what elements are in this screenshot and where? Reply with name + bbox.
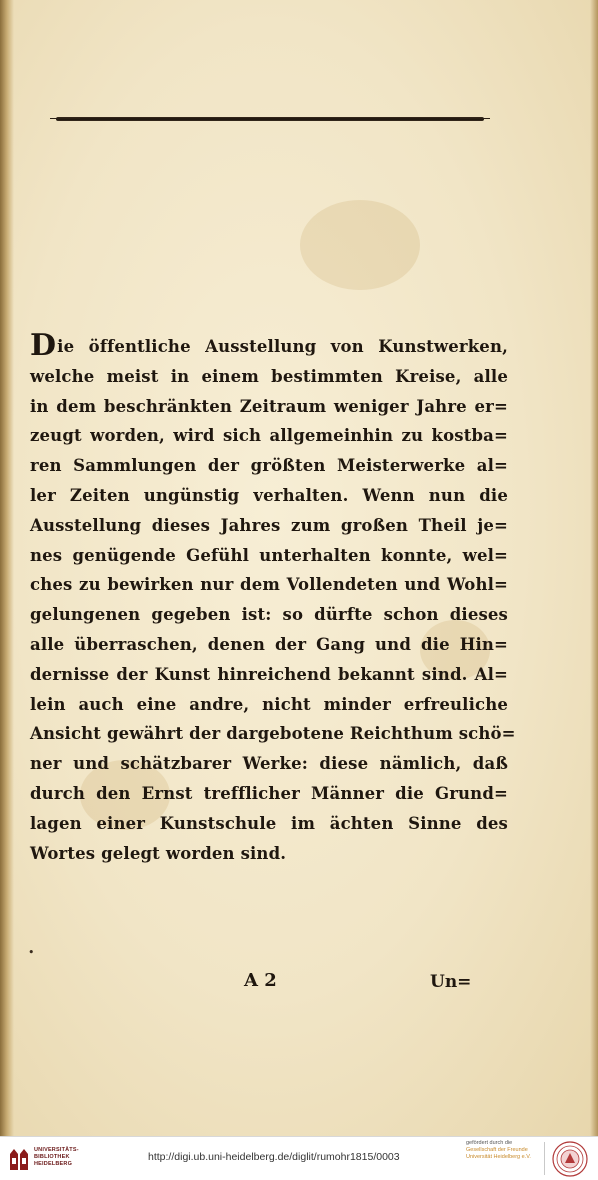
text-line (30, 600, 508, 630)
library-name-line: UNIVERSITÄTS- (34, 1147, 79, 1153)
text-line-content: ie öffentliche Ausstellung von Kunstwerken, (57, 337, 508, 356)
body-text (30, 328, 516, 868)
text-line-content: welche meist in einem bestimmten Kreise, alle (30, 366, 508, 386)
text-line-content: durch den Ernst trefflicher Männer die Grund= (30, 783, 508, 803)
text-line (30, 630, 508, 660)
text-line-content: ches zu bewirken nur dem Vollendeten und Wohl= (30, 575, 508, 595)
text-line (30, 481, 508, 511)
library-name-line: BIBLIOTHEK (34, 1154, 70, 1160)
text-line-content: gelungenen gegeben ist: so dürfte schon dieses (30, 605, 508, 625)
text-line-content: dernisse der Kunst hinreichend bekannt sind. Al= (30, 664, 508, 684)
page-binding-shadow (0, 0, 14, 1136)
paper-stain (300, 200, 420, 290)
sponsor-org-line: Gesellschaft der Freunde (466, 1147, 528, 1153)
text-line-content: lagen einer Kunstschule im ächten Sinne des (30, 813, 508, 833)
ornamental-rule (56, 117, 484, 121)
text-line (30, 541, 508, 571)
library-name[interactable] (34, 1147, 79, 1168)
text-line-content: zeugt worden, wird sich allgemeinhin zu kostba= (30, 426, 508, 446)
text-line (30, 809, 508, 839)
text-line-content: Ansicht gewährt der dargebotene Reichthum schö= (30, 724, 516, 744)
text-line-content: ren Sammlungen der größten Meisterwerke al= (30, 456, 508, 476)
text-line-content: nes genügende Gefühl unterhalten konnte, wel= (30, 545, 508, 565)
catchword: Un= (430, 972, 472, 992)
ub-heidelberg-logo-icon[interactable] (8, 1146, 30, 1172)
printer-mark: • (28, 946, 35, 959)
text-line-content: alle überraschen, denen der Gang und die Hin= (30, 634, 508, 654)
sponsor-credit[interactable] (466, 1140, 531, 1161)
text-line (30, 690, 508, 720)
text-line (30, 779, 508, 809)
text-line (30, 511, 508, 541)
text-line (30, 362, 508, 392)
text-line (30, 839, 508, 869)
text-line-content: in dem beschränkten Zeitraum weniger Jahre er= (30, 396, 508, 416)
text-line-content: ler Zeiten ungünstig verhalten. Wenn nun die (30, 485, 508, 505)
text-line-content: lein auch eine andre, nicht minder erfreuliche (30, 694, 508, 714)
text-line-content: Wortes gelegt worden sind. (30, 843, 287, 863)
viewer-footer (0, 1136, 598, 1180)
text-line (30, 451, 508, 481)
sponsor-intro: gefördert durch die (466, 1140, 513, 1146)
page-edge-shadow (590, 0, 598, 1136)
university-seal-icon[interactable] (552, 1141, 588, 1177)
drop-cap: D (30, 328, 57, 363)
text-line-content: Ausstellung dieses Jahres zum großen Theil je= (30, 515, 508, 535)
text-line (30, 392, 508, 422)
text-line (30, 719, 516, 749)
text-line-content: ner und schätzbarer Werke: diese nämlich, daß (30, 754, 508, 774)
text-line (30, 660, 508, 690)
library-name-line: HEIDELBERG (34, 1161, 73, 1167)
signature-mark: A 2 (244, 970, 277, 991)
sponsor-org-line: Universität Heidelberg e.V. (466, 1154, 531, 1160)
text-line (30, 570, 508, 600)
text-line (30, 749, 508, 779)
text-line (30, 328, 508, 363)
footer-divider (544, 1142, 545, 1175)
permalink-url[interactable]: http://digi.ub.uni-heidelberg.de/diglit/rumohr1815/0003 (148, 1151, 400, 1163)
text-line (30, 421, 508, 451)
